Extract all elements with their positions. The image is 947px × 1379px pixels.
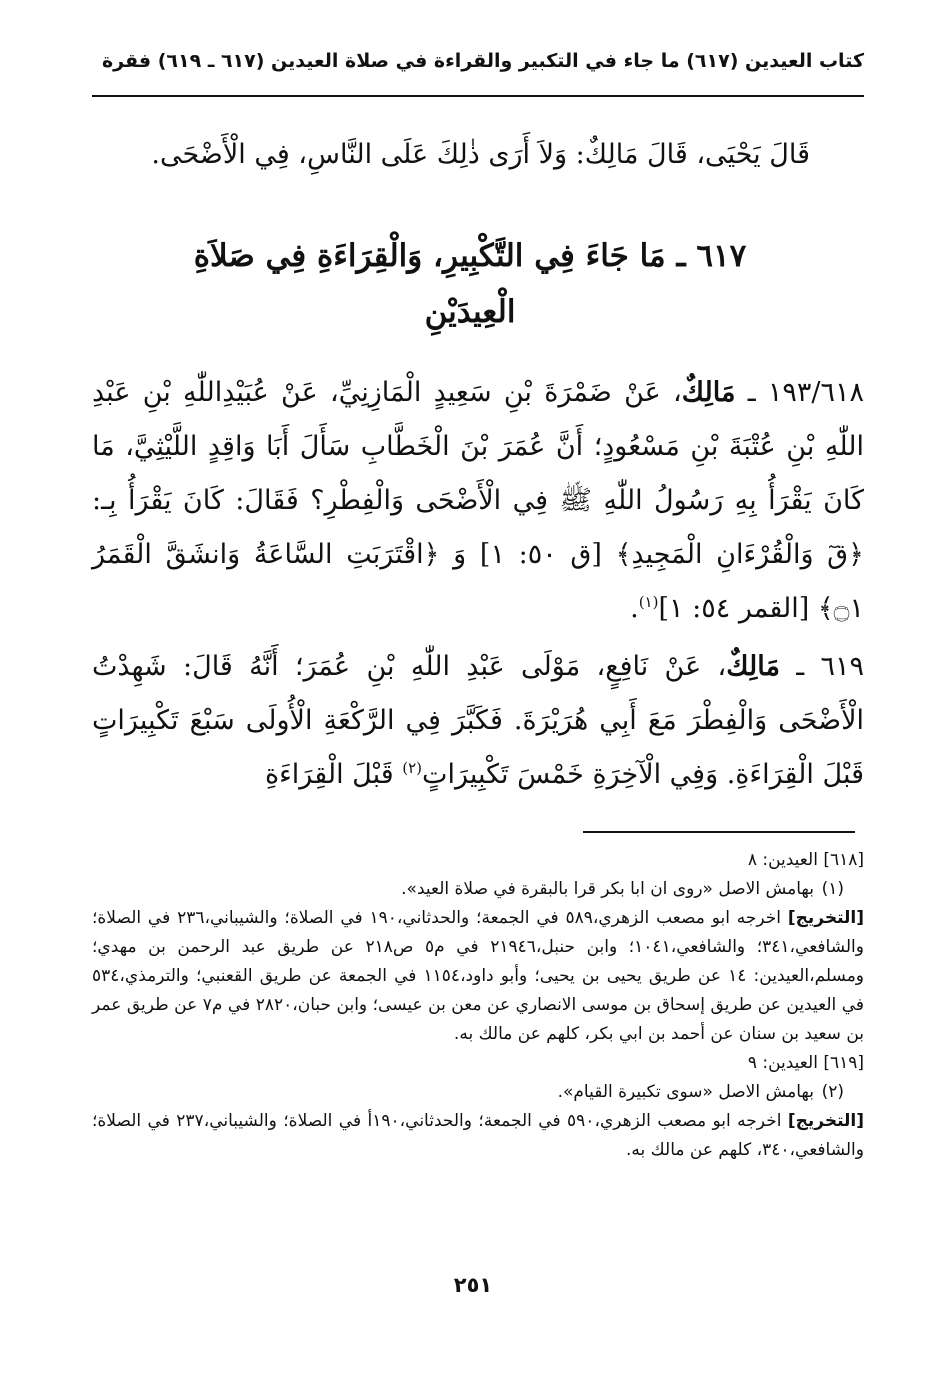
conjunction: وَ bbox=[453, 539, 467, 570]
footnote-marker-1: (١) bbox=[638, 593, 659, 611]
verse-qaf-reference: [ق ٥٠: ١] bbox=[479, 539, 602, 570]
hadith-618-narrator: مَالِكٌ bbox=[681, 377, 736, 408]
verse-qamar-reference: [القمر ٥٤: ١] bbox=[658, 593, 810, 624]
hadith-619-number: ٦١٩ ـ bbox=[796, 651, 864, 682]
hadith-619-narrator: مَالِكٌ bbox=[726, 651, 780, 682]
header-divider bbox=[92, 95, 864, 97]
note-ref-619: [٦١٩] العيدين: ٩ bbox=[747, 1053, 864, 1073]
footnote-1-number: (١) bbox=[821, 879, 844, 899]
footnotes bbox=[92, 846, 864, 1165]
hadith-618-text: ، عَنْ ضَمْرَةَ بْنِ سَعِيدٍ الْمَازِنِيِّ، عَنْ عُبَيْدِاللّٰهِ بْنِ عَبْدِ اللّٰهِ بْنِ عُتْبَةَ بْنِ مَسْعُودٍ؛ أَنَّ عُمَرَ بْنَ الْخَطَّابِ سَأَلَ أَبَا وَاقِدٍ اللَّيْثِيَّ، مَا كَانَ يَقْرَأُ بِهِ رَسُولُ اللّٰهِ ﷺ فِي الْأَضْحَى وَالْفِطْرِ؟ فَقَالَ: كَانَ يَقْرَأُ بِـ: bbox=[92, 377, 864, 516]
intro-line: قَالَ يَحْيَى، قَالَ مَالِكٌ: وَلاَ أَرَى ذٰلِكَ عَلَى النَّاسِ، فِي الْأَضْحَى. bbox=[151, 139, 810, 170]
running-header: كتاب العيدين (٦١٧) ما جاء في التكبير والقراءة في صلاة العيدين (٦١٧ ـ ٦١٩) فقرة bbox=[101, 50, 864, 72]
verse-qaf: ﴿قٓ وَالْقُرْءَانِ الْمَجِيدِ﴾ bbox=[615, 539, 864, 570]
footnote-1 bbox=[92, 875, 864, 904]
hadith-618-end: . bbox=[630, 593, 639, 624]
verse-qamar: ﴿اقْتَرَبَتِ السَّاعَةُ وَانشَقَّ الْقَمَرُ ۝١﴾ bbox=[92, 539, 864, 624]
footnote-1-text: بهامش الاصل «روى ان ابا بكر قرا بالبقرة في صلاة العيد». bbox=[401, 879, 814, 899]
takhrij-619-text: اخرجه ابو مصعب الزهري،٥٩٠ في الجمعة؛ والحدثاني،١٩٠أ في الصلاة؛ والشيباني،٢٣٧ في الصلاة؛ والشافعي،٣٤٠، كلهم عن مالك به. bbox=[92, 1111, 864, 1160]
hadith-619-text-end: قَبْلَ الْقِرَاءَةِ bbox=[264, 759, 403, 790]
footnote-marker-2: (٢) bbox=[402, 759, 423, 777]
takhrij-618 bbox=[92, 904, 864, 1049]
takhrij-618-label: [التخريج] bbox=[787, 908, 864, 928]
chapter-title: ٦١٧ ـ مَا جَاءَ فِي التَّكْبِيرِ، وَالْقِرَاءَةِ فِي صَلاَةِ الْعِيدَيْنِ bbox=[193, 238, 747, 330]
hadith-619-text: ، عَنْ نَافِعٍ، مَوْلَى عَبْدِ اللّٰهِ بْنِ عُمَرَ؛ أَنَّهُ قَالَ: شَهِدْتُ الْأَضْحَى وَالْفِطْرَ مَعَ أَبِي هُرَيْرَةَ. فَكَبَّرَ فِي الرَّكْعَةِ الْأُولَى سَبْعَ تَكْبِيرَاتٍ قَبْلَ الْقِرَاءَةِ. وَفِي الْآخِرَةِ خَمْسَ تَكْبِيرَاتٍ bbox=[92, 651, 864, 790]
footnote-2-number: (٢) bbox=[821, 1082, 844, 1102]
footnote-2 bbox=[92, 1078, 864, 1107]
note-ref-618: [٦١٨] العيدين: ٨ bbox=[747, 850, 864, 870]
hadith-618 bbox=[92, 366, 864, 636]
hadith-619 bbox=[92, 640, 864, 802]
hadith-618-number: ١٩٣/٦١٨ ـ bbox=[747, 377, 864, 408]
takhrij-619 bbox=[92, 1107, 864, 1165]
page-number: ٢٥١ bbox=[453, 1273, 493, 1297]
footnote-2-text: بهامش الاصل «سوى تكبيرة القيام». bbox=[557, 1082, 814, 1102]
footnote-divider bbox=[583, 831, 855, 833]
takhrij-619-label: [التخريج] bbox=[787, 1111, 865, 1131]
takhrij-618-text: اخرجه ابو مصعب الزهري،٥٨٩ في الجمعة؛ والحدثاني،١٩٠ في الصلاة؛ والشيباني،٢٣٦ في الصلاة؛ والشافعي،٣٤١؛ والشافعي،١٠٤١؛ وابن حنبل،٢١٩٤٦ في م٥ ص٢١٨ عن طريق عبد الرحمن بن مهدي؛ ومسلم،العيدين: ١٤ عن طريق يحيى بن يحيى؛ وأبو داود،١١٥٤ في الجمعة عن طريق القعنبي؛ والترمذي،٥٣٤ في العيدين عن طريق إسحاق بن موسى الانصاري عن معن بن عيسى؛ وابن حبان،٢٨٢٠ في م٧ عن طريق عمر بن سعيد بن سنان عن أحمد بن ابي بكر، كلهم عن مالك به. bbox=[92, 908, 865, 1044]
